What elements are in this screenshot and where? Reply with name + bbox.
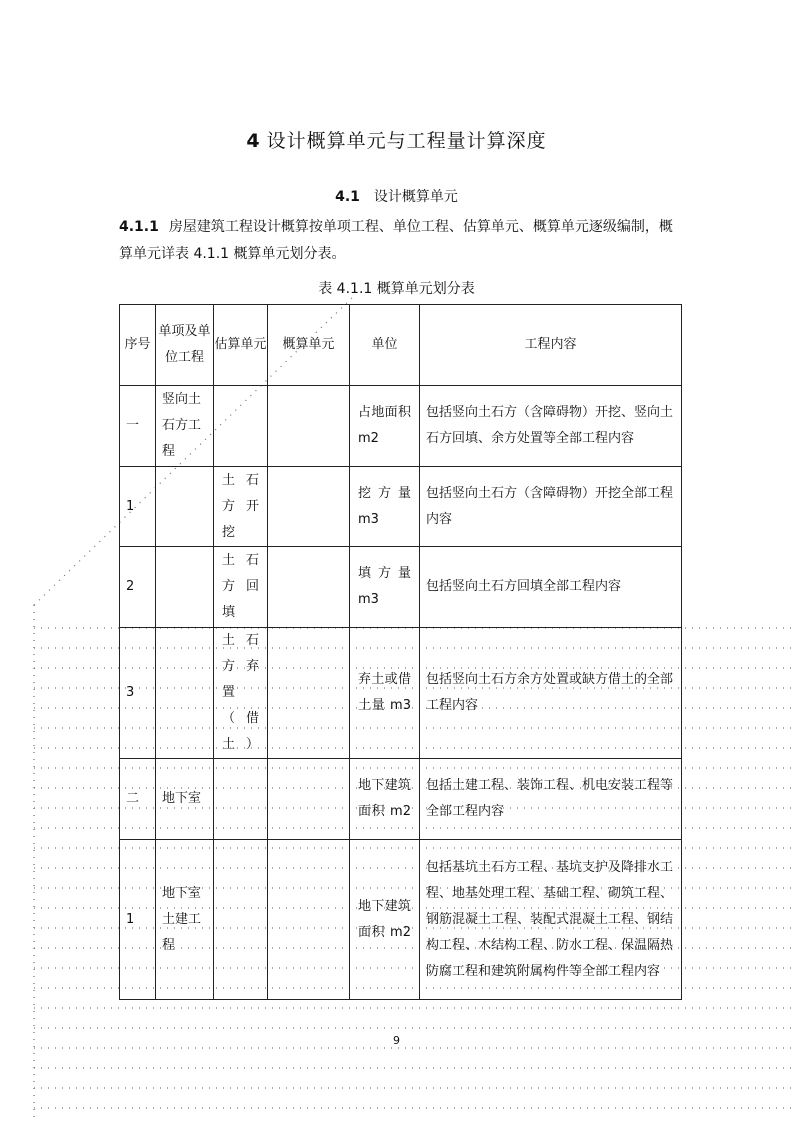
- header-estimate-unit: 估算单元: [214, 305, 268, 386]
- cell-project: [156, 628, 214, 759]
- clause-paragraph: [119, 214, 679, 268]
- table-row: [120, 759, 682, 840]
- header-unit: 单位: [350, 305, 420, 386]
- cell-project: 地下室土建工程: [156, 840, 214, 1000]
- table-header-row: [120, 305, 682, 386]
- cell-budget: [268, 628, 350, 759]
- cell-budget: [268, 759, 350, 840]
- cell-budget: [268, 467, 350, 547]
- clause-number: 4.1.1: [119, 219, 159, 235]
- cell-seq: 2: [120, 547, 156, 628]
- cell-unit: 挖方量 m3: [350, 467, 420, 547]
- cell-budget: [268, 386, 350, 467]
- cell-seq: 二: [120, 759, 156, 840]
- cell-unit: 占地面积 m2: [350, 386, 420, 467]
- header-content: 工程内容: [420, 305, 682, 386]
- header-seq: 序号: [120, 305, 156, 386]
- cell-unit: 填方量 m3: [350, 547, 420, 628]
- cell-estimate: 土石方回填: [214, 547, 268, 628]
- cell-content: 包括土建工程、装饰工程、机电安装工程等全部工程内容: [420, 759, 682, 840]
- section-number: 4.1: [335, 189, 360, 205]
- section-heading: [0, 186, 793, 206]
- table-row: [120, 628, 682, 759]
- cell-content: 包括竖向土石方（含障碍物）开挖、竖向土石方回填、余方处置等全部工程内容: [420, 386, 682, 467]
- table-row: [120, 386, 682, 467]
- header-project: 单项及单位工程: [156, 305, 214, 386]
- clause-text: 房屋建筑工程设计概算按单项工程、单位工程、估算单元、概算单元逐级编制，概算单元详表 4.1.1 概算单元划分表。: [119, 219, 673, 262]
- cell-seq: 3: [120, 628, 156, 759]
- table-row: [120, 547, 682, 628]
- cell-content: 包括竖向土石方（含障碍物）开挖全部工程内容: [420, 467, 682, 547]
- cell-seq: 1: [120, 467, 156, 547]
- table-row: [120, 467, 682, 547]
- cell-seq: 一: [120, 386, 156, 467]
- unit-division-table: [119, 304, 682, 1000]
- cell-project: 竖向土石方工程: [156, 386, 214, 467]
- page-number: 9: [393, 1034, 400, 1047]
- cell-estimate: 土石方弃置（借土）: [214, 628, 268, 759]
- section-title: 设计概算单元: [373, 189, 458, 205]
- cell-project: [156, 467, 214, 547]
- cell-content: 包括基坑土石方工程、基坑支护及降排水工程、地基处理工程、基础工程、砌筑工程、钢筋混凝土工程、装配式混凝土工程、钢结构工程、木结构工程、防水工程、保温隔热防腐工程和建筑附属构件等全部工程内容: [420, 840, 682, 1000]
- chapter-heading: [0, 126, 793, 153]
- cell-seq: 1: [120, 840, 156, 1000]
- cell-unit: 地下建筑面积 m2: [350, 759, 420, 840]
- cell-estimate: 土石方开挖: [214, 467, 268, 547]
- cell-budget: [268, 547, 350, 628]
- cell-estimate: [214, 386, 268, 467]
- header-budget-unit: 概算单元: [268, 305, 350, 386]
- cell-content: 包括竖向土石方回填全部工程内容: [420, 547, 682, 628]
- cell-budget: [268, 840, 350, 1000]
- chapter-title: 设计概算单元与工程量计算深度: [266, 130, 547, 152]
- cell-content: 包括竖向土石方余方处置或缺方借土的全部工程内容: [420, 628, 682, 759]
- cell-project: 地下室: [156, 759, 214, 840]
- chapter-number: 4: [246, 130, 261, 152]
- table-row: [120, 840, 682, 1000]
- cell-unit: 弃土或借土量 m3: [350, 628, 420, 759]
- cell-estimate: [214, 840, 268, 1000]
- table-caption: 表 4.1.1 概算单元划分表: [318, 281, 475, 297]
- cell-project: [156, 547, 214, 628]
- cell-unit: 地下建筑面积 m2: [350, 840, 420, 1000]
- cell-estimate: [214, 759, 268, 840]
